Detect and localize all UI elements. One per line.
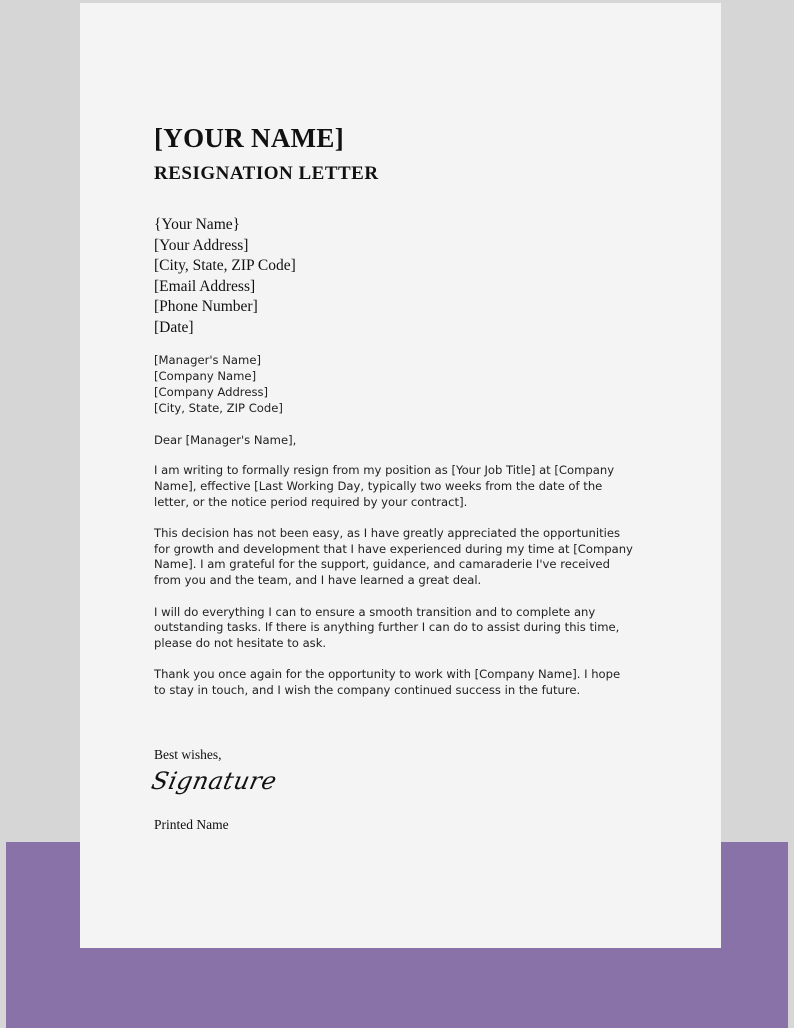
letter-body — [154, 463, 634, 715]
recipient-address: [Company Address] — [154, 385, 269, 399]
recipient-manager: [Manager's Name] — [154, 353, 261, 367]
sender-email: [Email Address] — [154, 277, 256, 295]
sender-phone: [Phone Number] — [154, 298, 258, 315]
sender-block — [154, 215, 296, 338]
closing: Best wishes, — [154, 747, 222, 762]
body-paragraph-2: This decision has not been easy, as I have greatly appreciated the opportunities for growth and development that I have experienced during my time at [Company Name]. I am grateful for the support, guidance, and camaraderie I've received from you and the team, and I have learned a great deal. — [154, 525, 633, 588]
header-name: [YOUR NAME] — [154, 123, 345, 153]
body-paragraph-1: I am writing to formally resign from my position as [Your Job Title] at [Company Name], effective [Last Working Day, typically two weeks from the date of the letter, or the notice period required by your contract]. — [154, 463, 615, 509]
recipient-city: [City, State, ZIP Code] — [154, 401, 283, 415]
sender-date: [Date] — [154, 318, 194, 336]
recipient-company: [Company Name] — [154, 369, 257, 383]
sender-name: {Your Name} — [154, 216, 241, 233]
sender-address: [Your Address] — [154, 236, 249, 254]
salutation: Dear [Manager's Name], — [154, 433, 297, 447]
sender-city: [City, State, ZIP Code] — [154, 257, 296, 274]
letter-page — [80, 3, 721, 948]
body-paragraph-3: I will do everything I can to ensure a smooth transition and to complete any outstanding tasks. If there is anything further I can do to assist during this time, please do not hesitate to ask. — [154, 604, 620, 651]
document-title: RESIGNATION LETTER — [154, 163, 379, 184]
printed-name: Printed Name — [154, 817, 229, 832]
body-paragraph-4: Thank you once again for the opportunity to work with [Company Name]. I hope to stay in touch, and I wish the company continued success in the future. — [154, 667, 621, 698]
signature: Signature — [149, 767, 280, 795]
recipient-block — [154, 352, 283, 416]
